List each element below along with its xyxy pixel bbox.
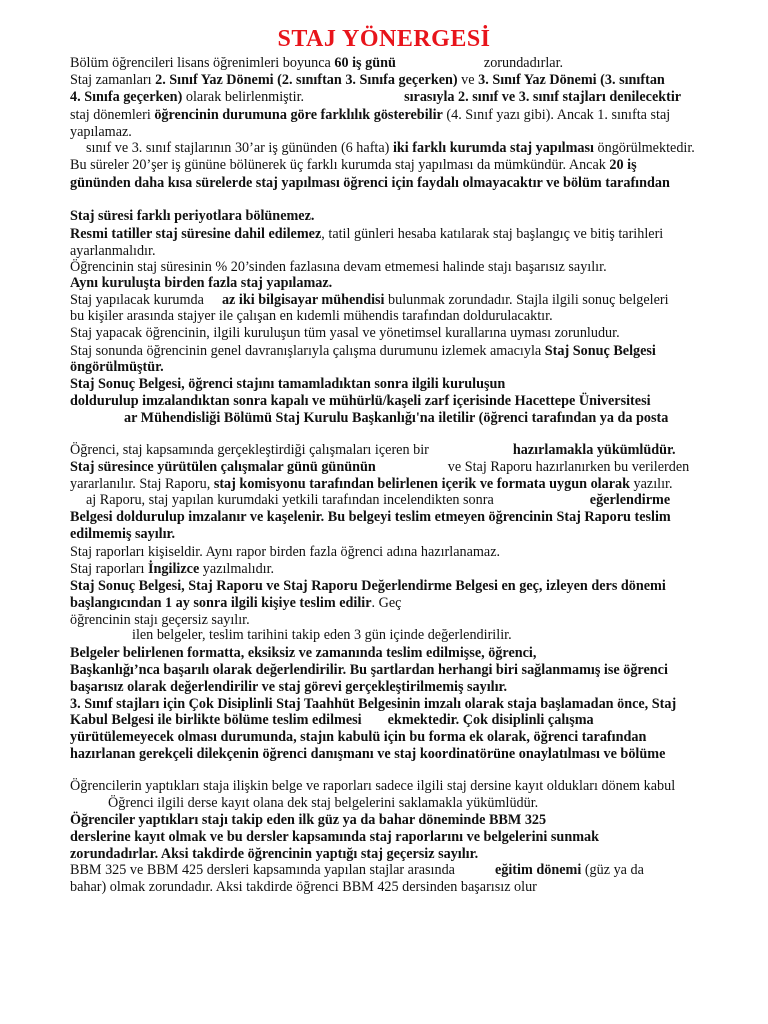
bold-text: 3. Sınıf Yaz Dönemi (3. sınıftan <box>478 72 665 88</box>
bold-text: 60 iş günü <box>334 55 396 71</box>
text-line <box>70 359 164 376</box>
bold-text: Staj Sonuç Belgesi, Staj Raporu ve Staj Raporu Değerlendirme Belgesi en geç, izleyen ders dönemi <box>70 578 666 594</box>
text-line <box>70 778 675 795</box>
text-run: ilen belgeler, teslim tarihini takip eden 3 gün içinde değerlendirilir. <box>132 627 512 643</box>
bold-text: İngilizce <box>148 561 200 577</box>
text-run: bulunmak zorundadır. Stajla ilgili sonuç belgeleri <box>384 292 669 308</box>
bold-text: 4. Sınıfa geçerken) <box>70 89 183 105</box>
text-line <box>70 544 500 561</box>
text-run: Öğrencilerin yaptıkları staja ilişkin belge ve raporları sadece ilgili staj dersine kayıt oldukları dönem kabul <box>70 778 676 794</box>
text-line <box>70 208 314 225</box>
text-line <box>86 140 695 157</box>
text-line <box>70 55 563 72</box>
text-line <box>70 459 689 476</box>
bold-text: 3. Sınıf stajları için Çok Disiplinli Staj Taahhüt Belgesinin imzalı olarak staja başlamadan önce, Staj <box>70 696 677 712</box>
text-run: ve Staj Raporu hazırlanırken bu verilerden <box>447 459 690 475</box>
text-line <box>70 292 669 309</box>
bold-text: doldurulup imzalandıktan sonra kapalı ve mühürlü/kaşeli zarf içerisinde Hacettepe Üniversitesi <box>70 393 651 409</box>
text-line <box>70 595 401 612</box>
text-run: Öğrenci, staj kapsamında gerçekleştirdiği çalışmaları içeren bir <box>70 442 429 458</box>
bold-text: sırasıyla 2. sınıf ve 3. sınıf stajları denilecektir <box>404 89 682 105</box>
text-run: Staj yapılacak kurumda <box>70 292 204 308</box>
text-line <box>70 526 175 543</box>
bold-text: hazırlamakla yükümlüdür. <box>512 442 676 458</box>
text-line <box>70 578 666 595</box>
text-run: (güz ya da <box>581 862 644 878</box>
text-line <box>108 795 538 812</box>
bold-text: başlangıcından 1 ay sonra ilgili kişiye teslim edilir <box>70 595 372 611</box>
text-line <box>70 376 505 393</box>
bold-text: edilmemiş sayılır. <box>70 526 176 542</box>
text-run: (4. Sınıf yazı gibi). Ancak 1. sınıfta staj <box>442 107 671 123</box>
text-run: Staj raporları kişiseldir. Aynı rapor birden fazla öğrenci adına hazırlanamaz. <box>70 544 501 560</box>
text-run: aj Raporu, staj yapılan kurumdaki yetkili tarafından incelendikten sonra <box>86 492 494 508</box>
text-run: Öğrencinin staj süresinin % 20’sinden fazlasına devam etmemesi halinde stajı başarısız sayılır. <box>70 259 607 275</box>
page-title: STAJ YÖNERGESİ <box>277 26 491 52</box>
bold-text: Staj Sonuç Belgesi <box>544 343 656 359</box>
bold-text: zorundadırlar. Aksi takdirde öğrencinin yaptığı staj geçersiz sayılır. <box>70 846 479 862</box>
text-line <box>70 645 536 662</box>
text-run: yazılır. <box>629 476 673 492</box>
text-run: staj dönemleri <box>70 107 155 123</box>
text-line <box>70 89 681 106</box>
text-line <box>70 476 673 493</box>
text-run: Staj raporları <box>70 561 149 577</box>
text-run: yararlanılır. Staj Raporu, <box>70 476 214 492</box>
bold-text: Aynı kuruluşta birden fazla staj yapılamaz. <box>70 275 333 291</box>
text-line <box>70 107 670 124</box>
text-line <box>70 846 478 863</box>
text-line <box>70 561 274 578</box>
text-line <box>132 627 512 644</box>
bold-text: Belgeler belirlenen formatta, eksiksiz ve zamanında teslim edilmişse, öğrenci, <box>70 645 537 661</box>
bold-text: iki farklı kurumda staj yapılması <box>392 140 594 156</box>
bold-text: başarısız olarak değerlendirilir ve staj görevi gerçekleştirilmemiş sayılır. <box>70 679 508 695</box>
bold-text: 20 iş <box>609 157 637 173</box>
text-line <box>124 410 668 427</box>
text-run: bu kişiler arasında stajyer ile çalışan en kıdemli mühendis tarafından doldurulacaktır. <box>70 308 553 324</box>
text-run: ayarlanmalıdır. <box>70 243 156 259</box>
text-run: Staj yapacak öğrencinin, ilgili kuruluşun tüm yasal ve yönetimsel kurallarına uyması zorunludur. <box>70 325 620 341</box>
bold-text: eğerlendirme <box>589 492 671 508</box>
bold-text: Staj süresi farklı periyotlara bölünemez. <box>70 208 315 224</box>
text-line <box>70 662 668 679</box>
text-run: olarak belirlenmiştir. <box>182 89 305 105</box>
text-run: öğrencinin stajı geçersiz sayılır. <box>70 612 250 628</box>
text-run: BBM 325 ve BBM 425 dersleri kapsamında yapılan stajlar arasında <box>70 862 455 878</box>
text-run: Öğrenci ilgili derse kayıt olana dek staj belgelerini saklamakla yükümlüdür. <box>108 795 539 811</box>
text-line <box>70 829 599 846</box>
text-line <box>70 696 676 713</box>
text-line <box>70 243 156 260</box>
text-run: Bölüm öğrencileri lisans öğrenimleri boyunca <box>70 55 335 71</box>
text-line <box>70 259 607 276</box>
bold-text: eğitim dönemi <box>494 862 582 878</box>
text-line <box>70 679 507 696</box>
text-line <box>70 175 670 192</box>
text-line <box>86 492 670 509</box>
text-line <box>70 729 646 746</box>
bold-text: Staj Sonuç Belgesi, öğrenci stajını tamamladıktan sonra ilgili kuruluşun <box>70 376 506 392</box>
text-line <box>70 157 637 174</box>
bold-text: Resmi tatiller staj süresine dahil edilemez <box>70 226 322 242</box>
text-run: Bu süreler 20’şer iş gününe bölünerek üç farklı kurumda staj yapılması da mümkündür. Ancak <box>70 157 610 173</box>
text-run: yapılamaz. <box>70 124 132 140</box>
bold-text: 2. Sınıf Yaz Dönemi (2. sınıftan 3. Sınıfa geçerken) <box>155 72 458 88</box>
bold-text: derslerine kayıt olmak ve bu dersler kapsamında staj raporlarını ve belgelerini sunmak <box>70 829 600 845</box>
text-line <box>70 275 332 292</box>
bold-text: Staj süresince yürütülen çalışmalar günü gününün <box>70 459 376 475</box>
bold-text: hazırlanan gerekçeli dilekçenin öğrenci danışmanı ve staj koordinatörüne onaylatılması ve bölüme <box>70 746 666 762</box>
text-run: zorundadırlar. <box>483 55 564 71</box>
text-run: Staj zamanları <box>70 72 156 88</box>
text-line <box>70 72 665 89</box>
text-line <box>70 712 594 729</box>
text-line <box>70 343 656 360</box>
text-line <box>70 226 663 243</box>
text-run: yazılmalıdır. <box>199 561 275 577</box>
text-line <box>70 308 553 325</box>
text-run: . Geç <box>371 595 402 611</box>
text-line <box>70 509 671 526</box>
text-run: Staj sonunda öğrencinin genel davranışlarıyla çalışma durumunu izlemek amacıyla <box>70 343 545 359</box>
text-run: , tatil günleri hesaba katılarak staj başlangıç ve bitiş tarihleri <box>321 226 664 242</box>
text-run: sınıf ve 3. sınıf stajlarının 30’ar iş gününden (6 hafta) <box>86 140 393 156</box>
bold-text: az iki bilgisayar mühendisi <box>221 292 385 308</box>
bold-text: ekmektedir. Çok disiplinli çalışma <box>387 712 594 728</box>
text-run: öngörülmektedir. <box>593 140 695 156</box>
text-line <box>70 325 620 342</box>
bold-text: ar Mühendisliği Bölümü Staj Kurulu Başkanlığı'na iletilir (öğrenci tarafından ya da posta <box>124 410 669 426</box>
bold-text: Öğrenciler yaptıkları stajı takip eden ilk güz ya da bahar döneminde BBM 325 <box>70 812 547 828</box>
text-line <box>70 746 665 763</box>
text-line <box>70 879 537 896</box>
bold-text: Başkanlığı’nca başarılı olarak değerlendirilir. Bu şartlardan herhangi biri sağlanmamış ise öğrenci <box>70 662 668 678</box>
bold-text: staj komisyonu tarafından belirlenen içerik ve formata uygun olarak <box>213 476 630 492</box>
text-line <box>70 442 676 459</box>
text-run: ve <box>457 72 479 88</box>
bold-text: Belgesi doldurulup imzalanır ve kaşelenir. Bu belgeyi teslim etmeyen öğrencinin Staj Raporu teslim <box>70 509 671 525</box>
bold-text: Kabul Belgesi ile birlikte bölüme teslim edilmesi <box>70 712 362 728</box>
text-run: bahar) olmak zorundadır. Aksi takdirde öğrenci BBM 425 dersinden başarısız olur <box>70 879 537 895</box>
text-line <box>70 124 132 141</box>
text-line <box>70 812 546 829</box>
bold-text: öğrencinin durumuna göre farklılık gösterebilir <box>154 107 443 123</box>
text-line <box>70 862 644 879</box>
bold-text: gününden daha kısa sürelerde staj yapılması öğrenci için faydalı olmayacaktır ve bölüm tarafından <box>70 175 670 191</box>
text-line <box>70 393 651 410</box>
bold-text: yürütülemeyecek olması durumunda, stajın kabulü için bu forma ek olarak, öğrenci tarafından <box>70 729 647 745</box>
bold-text: öngörülmüştür. <box>70 359 164 375</box>
